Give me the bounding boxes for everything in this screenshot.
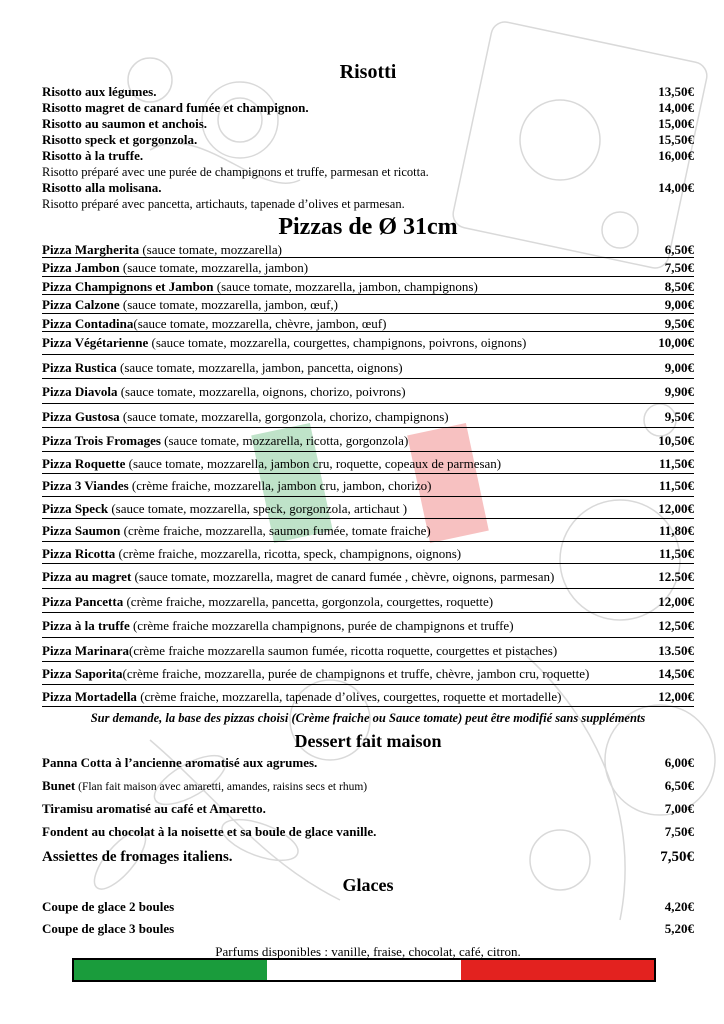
- cheese-plate-name: Assiettes de fromages italiens.: [42, 849, 233, 865]
- item-price: 16,00€: [658, 148, 694, 163]
- pizza-ingredients: (sauce tomate, mozzarella, ricotta, gorgonzola): [160, 433, 409, 448]
- italian-flag-band: [72, 958, 656, 982]
- pizza-name: Pizza Trois Fromages: [42, 433, 161, 448]
- pizza-ingredients: (sauce tomate, mozzarella, jambon, œuf,): [119, 297, 339, 312]
- dessert-name: Fondent au chocolat à la noisette et sa boule de glace vanille.: [42, 824, 377, 839]
- pizza-name: Pizza Végétarienne: [42, 335, 149, 350]
- pizza-ingredients: (crème fraiche, mozzarella, jambon cru, jambon, chorizo): [128, 478, 432, 493]
- menu-item: [42, 180, 694, 196]
- parfums-line: Parfums disponibles : vanille, fraise, chocolat, café, citron.: [215, 944, 521, 959]
- pizza-ingredients: (crème fraiche, mozzarella, ricotta, speck, champignons, oignons): [115, 545, 462, 561]
- glace-name: Coupe de glace 3 boules: [42, 921, 175, 936]
- dessert-price: 6,50€: [664, 778, 694, 793]
- pizza-name: Pizza Champignons et Jambon: [42, 278, 214, 294]
- pizza-row: [42, 314, 694, 333]
- item-name: Risotto au saumon et anchois.: [42, 116, 208, 131]
- item-name: Risotto magret de canard fumée et champignon.: [42, 100, 309, 115]
- pizza-row: [42, 240, 694, 258]
- pizza-price: 11,50€: [658, 545, 694, 561]
- dessert-name: Tiramisu aromatisé au café et Amaretto.: [42, 801, 266, 816]
- pizza-row: [42, 355, 694, 380]
- pizza-row: [42, 519, 694, 542]
- pizza-name: Pizza Saporita: [42, 666, 123, 681]
- pizza-ingredients: (sauce tomate, mozzarella, courgettes, champignons, poivrons, oignons): [148, 335, 527, 350]
- pizza-ingredients: (sauce tomate, mozzarella, jambon): [119, 260, 309, 275]
- item-name: Risotto alla molisana.: [42, 180, 162, 195]
- pizza-price: 14,50€: [658, 666, 694, 681]
- dessert-price: 7,00€: [664, 801, 694, 816]
- item-price: 14,00€: [658, 180, 694, 195]
- dessert-list: [42, 752, 694, 870]
- pizza-price: 9,00€: [664, 359, 694, 375]
- pizza-row: [42, 332, 694, 355]
- pizza-ingredients: (crème fraiche, mozzarella, saumon fumée, tomate fraiche): [120, 523, 431, 538]
- pizza-row: [42, 452, 694, 475]
- pizza-name: Pizza Pancetta: [42, 593, 124, 609]
- pizza-row: [42, 295, 694, 314]
- pizza-row: [42, 613, 694, 638]
- item-price: 13,50€: [658, 84, 694, 99]
- item-price: 15,00€: [658, 116, 694, 131]
- dessert-item: [42, 821, 694, 844]
- pizza-row: [42, 428, 694, 452]
- pizza-name: Pizza Calzone: [42, 297, 120, 312]
- pizza-name: Pizza Roquette: [42, 455, 126, 471]
- pizza-base-note: Sur demande, la base des pizzas choisi (Crème fraiche ou Sauce tomate) peut être modifié sans suppléments: [90, 711, 646, 725]
- risotti-title: Risotti: [339, 61, 397, 83]
- pizza-price: 12,00€: [658, 500, 694, 516]
- risotti-list: [42, 84, 694, 212]
- pizza-ingredients: (crème fraiche, mozzarella, purée de champignons et truffe, chèvre, jambon cru, roquette): [122, 666, 590, 681]
- menu-item: [42, 116, 694, 132]
- item-name: Risotto aux légumes.: [42, 84, 157, 99]
- pizza-row: [42, 277, 694, 296]
- pizza-name: Pizza Margherita: [42, 242, 140, 257]
- pizza-ingredients: (sauce tomate, mozzarella, chèvre, jambon, œuf): [133, 315, 387, 331]
- menu-item: [42, 132, 694, 148]
- pizza-price: 12,00€: [658, 593, 694, 609]
- glaces-list: [42, 896, 694, 940]
- glace-price: 4,20€: [664, 899, 694, 914]
- menu-item: [42, 84, 694, 100]
- pizza-ingredients: (sauce tomate, mozzarella, magret de canard fumée , chèvre, oignons, parmesan): [131, 569, 555, 584]
- pizza-price: 6,50€: [664, 242, 694, 257]
- dessert-item: [42, 798, 694, 821]
- pizza-name: Pizza 3 Viandes: [42, 478, 129, 493]
- dessert-item: [42, 775, 694, 798]
- pizza-ingredients: (crème fraiche, mozzarella, tapenade d’olives, courgettes, roquette et mortadelle): [136, 688, 562, 704]
- pizza-name: Pizza à la truffe: [42, 618, 130, 633]
- glace-item: [42, 896, 694, 918]
- pizza-row: [42, 638, 694, 663]
- cheese-plate-item: [42, 844, 694, 870]
- pizza-row: [42, 497, 694, 520]
- pizza-price: 7,50€: [664, 260, 694, 275]
- pizza-ingredients: (crème fraiche mozzarella champignons, purée de champignons et truffe): [129, 618, 514, 633]
- pizzas-title: Pizzas de Ø 31cm: [278, 214, 458, 240]
- pizza-name: Pizza au magret: [42, 569, 132, 584]
- glace-item: [42, 918, 694, 940]
- cheese-plate-price: 7,50€: [660, 849, 694, 865]
- item-description: Risotto préparé avec une purée de champignons et truffe, parmesan et ricotta.: [42, 165, 429, 179]
- pizza-price: 13.50€: [658, 642, 694, 658]
- pizza-row: [42, 542, 694, 565]
- pizza-row: [42, 685, 694, 708]
- pizza-price: 9,50€: [664, 408, 694, 424]
- pizza-price: 12,50€: [658, 618, 694, 633]
- item-description: Risotto préparé avec pancetta, artichauts, tapenade d’olives et parmesan.: [42, 197, 405, 211]
- dessert-price: 6,00€: [664, 755, 694, 770]
- item-name: Risotto à la truffe.: [42, 148, 144, 163]
- pizza-row: [42, 404, 694, 429]
- item-name: Risotto speck et gorgonzola.: [42, 132, 198, 147]
- pizza-name: Pizza Jambon: [42, 260, 120, 275]
- pizza-price: 12.50€: [658, 569, 694, 584]
- menu-item: [42, 148, 694, 164]
- pizza-name: Pizza Speck: [42, 500, 109, 516]
- pizza-row: [42, 589, 694, 614]
- pizza-row: [42, 564, 694, 589]
- pizza-price: 12,00€: [658, 688, 694, 704]
- pizza-row: [42, 379, 694, 404]
- pizza-price: 10,50€: [658, 433, 694, 448]
- item-price: 15,50€: [658, 132, 694, 147]
- pizza-row: [42, 474, 694, 497]
- pizza-ingredients: (sauce tomate, mozzarella, gorgonzola, chorizo, champignons): [119, 408, 449, 424]
- pizza-ingredients: (crème fraiche mozzarella saumon fumée, ricotta roquette, courgettes et pistaches): [129, 642, 558, 658]
- pizza-name: Pizza Contadina: [42, 315, 134, 331]
- dessert-desc: (Flan fait maison avec amaretti, amandes, raisins secs et rhum): [75, 781, 368, 793]
- pizza-price: 8,50€: [664, 278, 694, 294]
- pizza-price: 9,00€: [664, 297, 694, 312]
- pizza-price: 10,00€: [658, 335, 694, 350]
- pizza-name: Pizza Diavola: [42, 384, 118, 399]
- pizza-ingredients: (sauce tomate, mozzarella, speck, gorgonzola, artichaut ): [108, 500, 408, 516]
- pizza-list: [42, 240, 694, 707]
- menu-item: [42, 100, 694, 116]
- pizza-ingredients: (sauce tomate, mozzarella, jambon, champignons): [213, 278, 478, 294]
- flag-green-stripe: [74, 960, 267, 980]
- dessert-item: [42, 752, 694, 775]
- pizza-name: Pizza Rustica: [42, 359, 117, 375]
- dessert-price: 7,50€: [664, 824, 694, 839]
- pizza-name: Pizza Marinara: [42, 642, 129, 658]
- pizza-ingredients: (sauce tomate, mozzarella, jambon, pancetta, oignons): [116, 359, 403, 375]
- pizza-name: Pizza Saumon: [42, 523, 121, 538]
- pizza-name: Pizza Gustosa: [42, 408, 120, 424]
- pizza-price: 9,90€: [664, 384, 694, 399]
- glace-name: Coupe de glace 2 boules: [42, 899, 175, 914]
- pizza-price: 9,50€: [664, 315, 694, 331]
- pizza-ingredients: (crème fraiche, mozzarella, pancetta, gorgonzola, courgettes, roquette): [123, 593, 494, 609]
- pizza-row: [42, 662, 694, 685]
- flag-red-stripe: [461, 960, 654, 980]
- pizza-price: 11,80€: [658, 523, 694, 538]
- dessert-name: Bunet: [42, 778, 76, 793]
- pizza-name: Pizza Ricotta: [42, 545, 116, 561]
- pizza-price: 11,50€: [658, 455, 694, 471]
- pizza-ingredients: (sauce tomate, mozzarella, oignons, chorizo, poivrons): [117, 384, 406, 399]
- pizza-ingredients: (sauce tomate, mozzarella, jambon cru, roquette, copeaux de parmesan): [125, 455, 502, 471]
- glaces-title: Glaces: [342, 875, 394, 895]
- glace-price: 5,20€: [664, 921, 694, 936]
- dessert-name: Panna Cotta à l’ancienne aromatisé aux agrumes.: [42, 755, 318, 770]
- desserts-title: Dessert fait maison: [294, 731, 442, 751]
- pizza-name: Pizza Mortadella: [42, 688, 137, 704]
- pizza-row: [42, 258, 694, 277]
- menu-content: [42, 60, 694, 980]
- pizza-ingredients: (sauce tomate, mozzarella): [139, 242, 283, 257]
- item-price: 14,00€: [658, 100, 694, 115]
- flag-white-stripe: [267, 960, 460, 980]
- pizza-price: 11,50€: [658, 478, 694, 493]
